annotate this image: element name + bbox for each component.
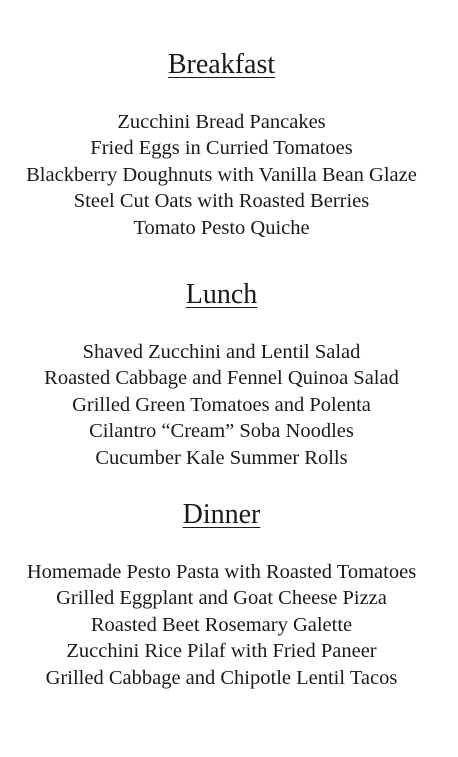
dinner-item: Homemade Pesto Pasta with Roasted Tomatoes (26, 561, 417, 583)
dinner-item: Grilled Cabbage and Chipotle Lentil Tacos (45, 666, 398, 689)
breakfast-item: Tomato Pesto Quiche (133, 216, 310, 239)
lunch-item: Roasted Cabbage and Fennel Quinoa Salad (44, 367, 399, 390)
breakfast-section (0, 49, 443, 241)
dinner-item: Grilled Eggplant and Goat Cheese Pizza (56, 587, 387, 610)
lunch-item: Cucumber Kale Summer Rolls (95, 446, 348, 469)
dinner-item: Roasted Beet Rosemary Galette (90, 613, 353, 636)
breakfast-item: Blackberry Doughnuts with Vanilla Bean Glaze (26, 163, 417, 186)
dinner-item: Zucchini Rice Pilaf with Fried Paneer (66, 640, 377, 663)
lunch-item: Cilantro “Cream” Soba Noodles (89, 420, 354, 443)
breakfast-item: Zucchini Bread Pancakes (117, 111, 326, 133)
breakfast-heading: Breakfast (167, 49, 276, 80)
lunch-section (0, 279, 443, 471)
breakfast-item: Fried Eggs in Curried Tomatoes (90, 137, 353, 160)
lunch-heading: Lunch (185, 279, 258, 310)
dinner-heading: Dinner (182, 499, 261, 530)
dinner-section (0, 499, 443, 691)
breakfast-list (0, 109, 443, 241)
lunch-item: Grilled Green Tomatoes and Polenta (72, 393, 371, 416)
lunch-item: Shaved Zucchini and Lentil Salad (82, 341, 361, 363)
dinner-list (0, 559, 443, 691)
breakfast-item: Steel Cut Oats with Roasted Berries (73, 190, 370, 213)
lunch-list (0, 339, 443, 471)
